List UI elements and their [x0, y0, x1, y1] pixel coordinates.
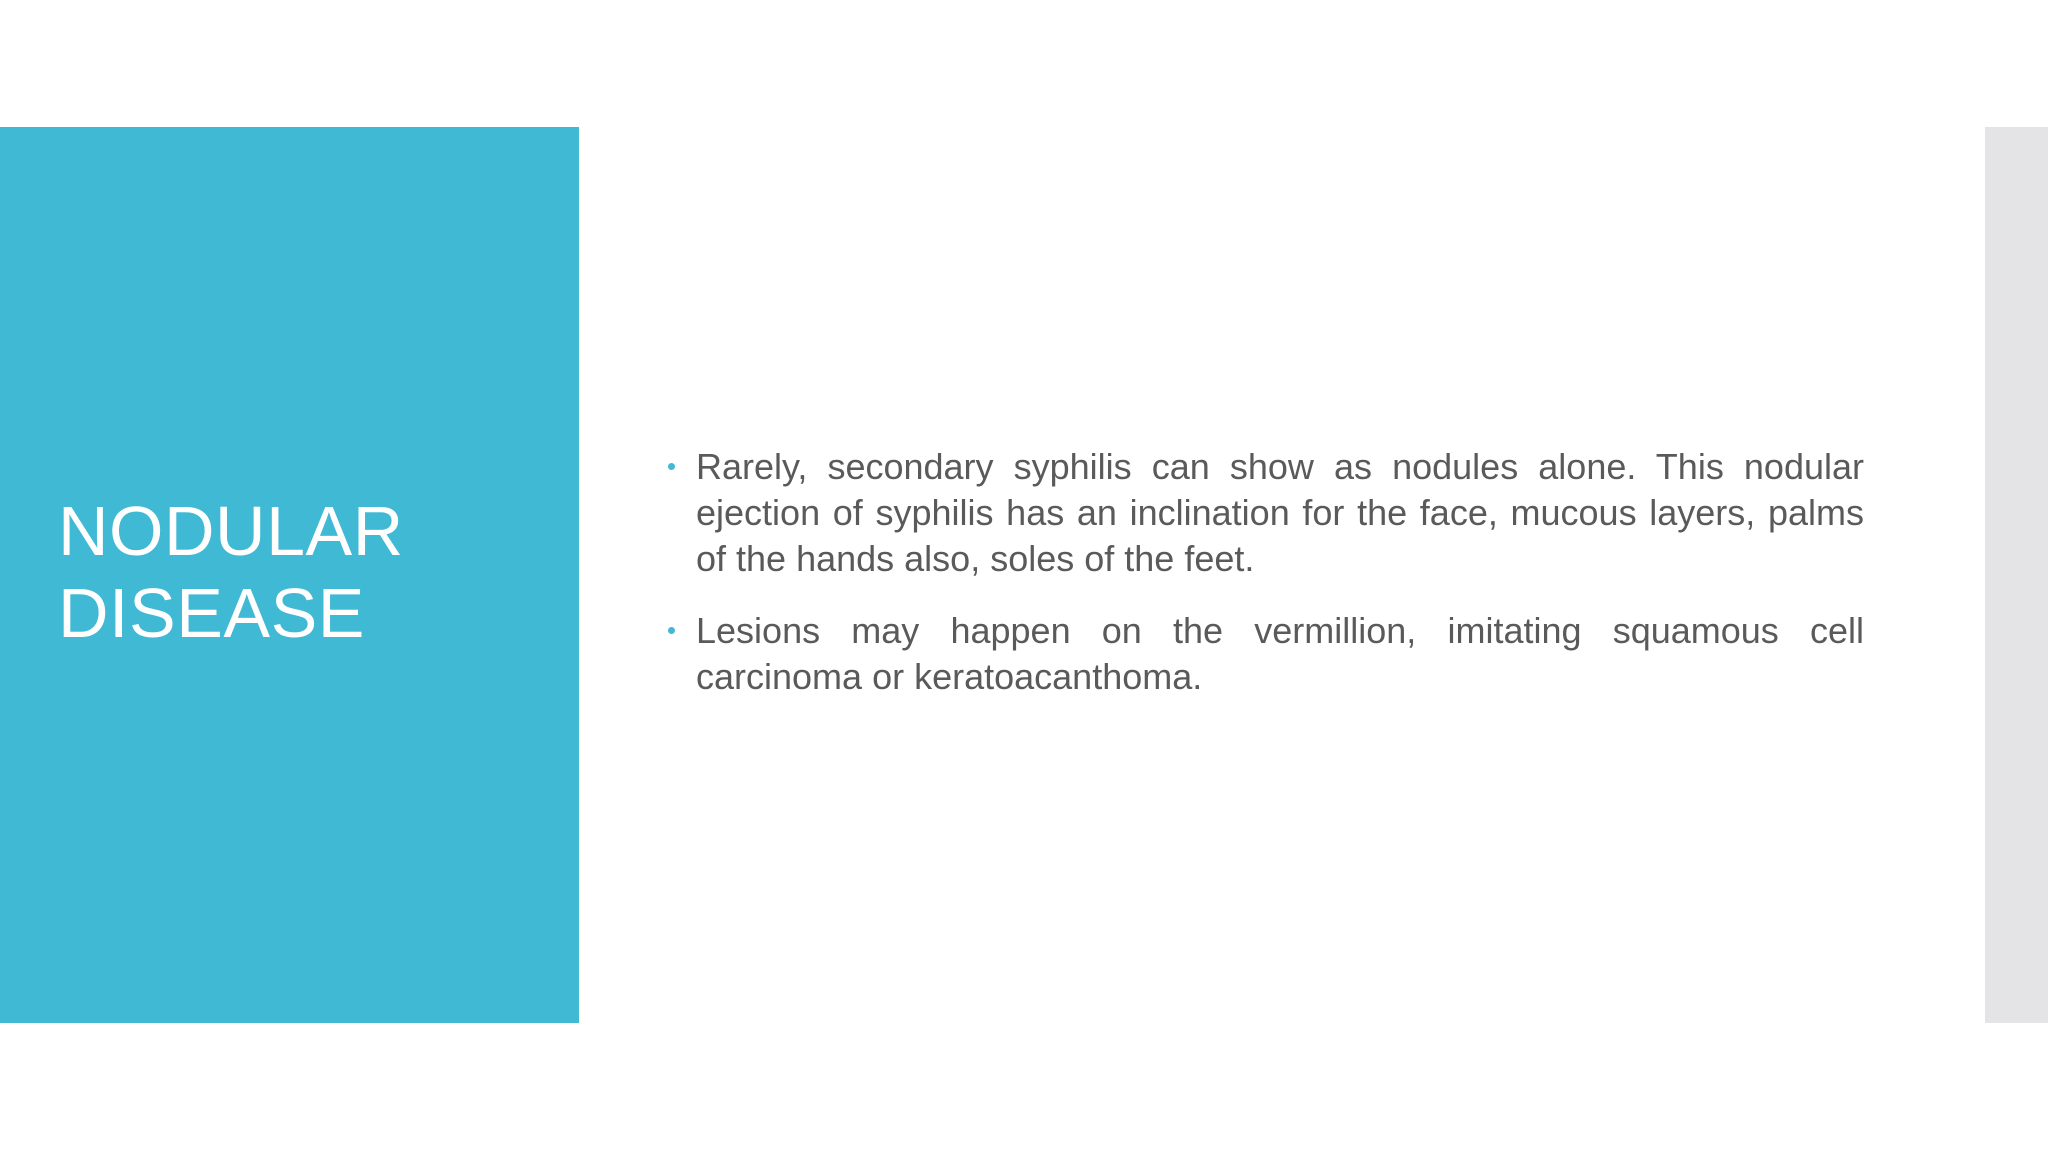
bullet-dot-icon: [668, 463, 675, 470]
slide-title: [58, 490, 404, 654]
title-line-1: NODULAR: [58, 492, 404, 570]
bullet-item: [660, 444, 1864, 582]
bullet-text: Lesions may happen on the vermillion, imitating squamous cell carcinoma or keratoacanthoma.: [696, 610, 1864, 697]
bullet-item: [660, 608, 1864, 700]
bullet-text: Rarely, secondary syphilis can show as nodules alone. This nodular ejection of syphilis has an inclination for the face, mucous layers, palms of the hands also, soles of the feet.: [696, 446, 1864, 579]
bullet-dot-icon: [668, 627, 675, 634]
title-line-2: DISEASE: [58, 574, 365, 652]
bullet-list: [660, 444, 1864, 726]
right-side-strip: [1985, 127, 2048, 1023]
